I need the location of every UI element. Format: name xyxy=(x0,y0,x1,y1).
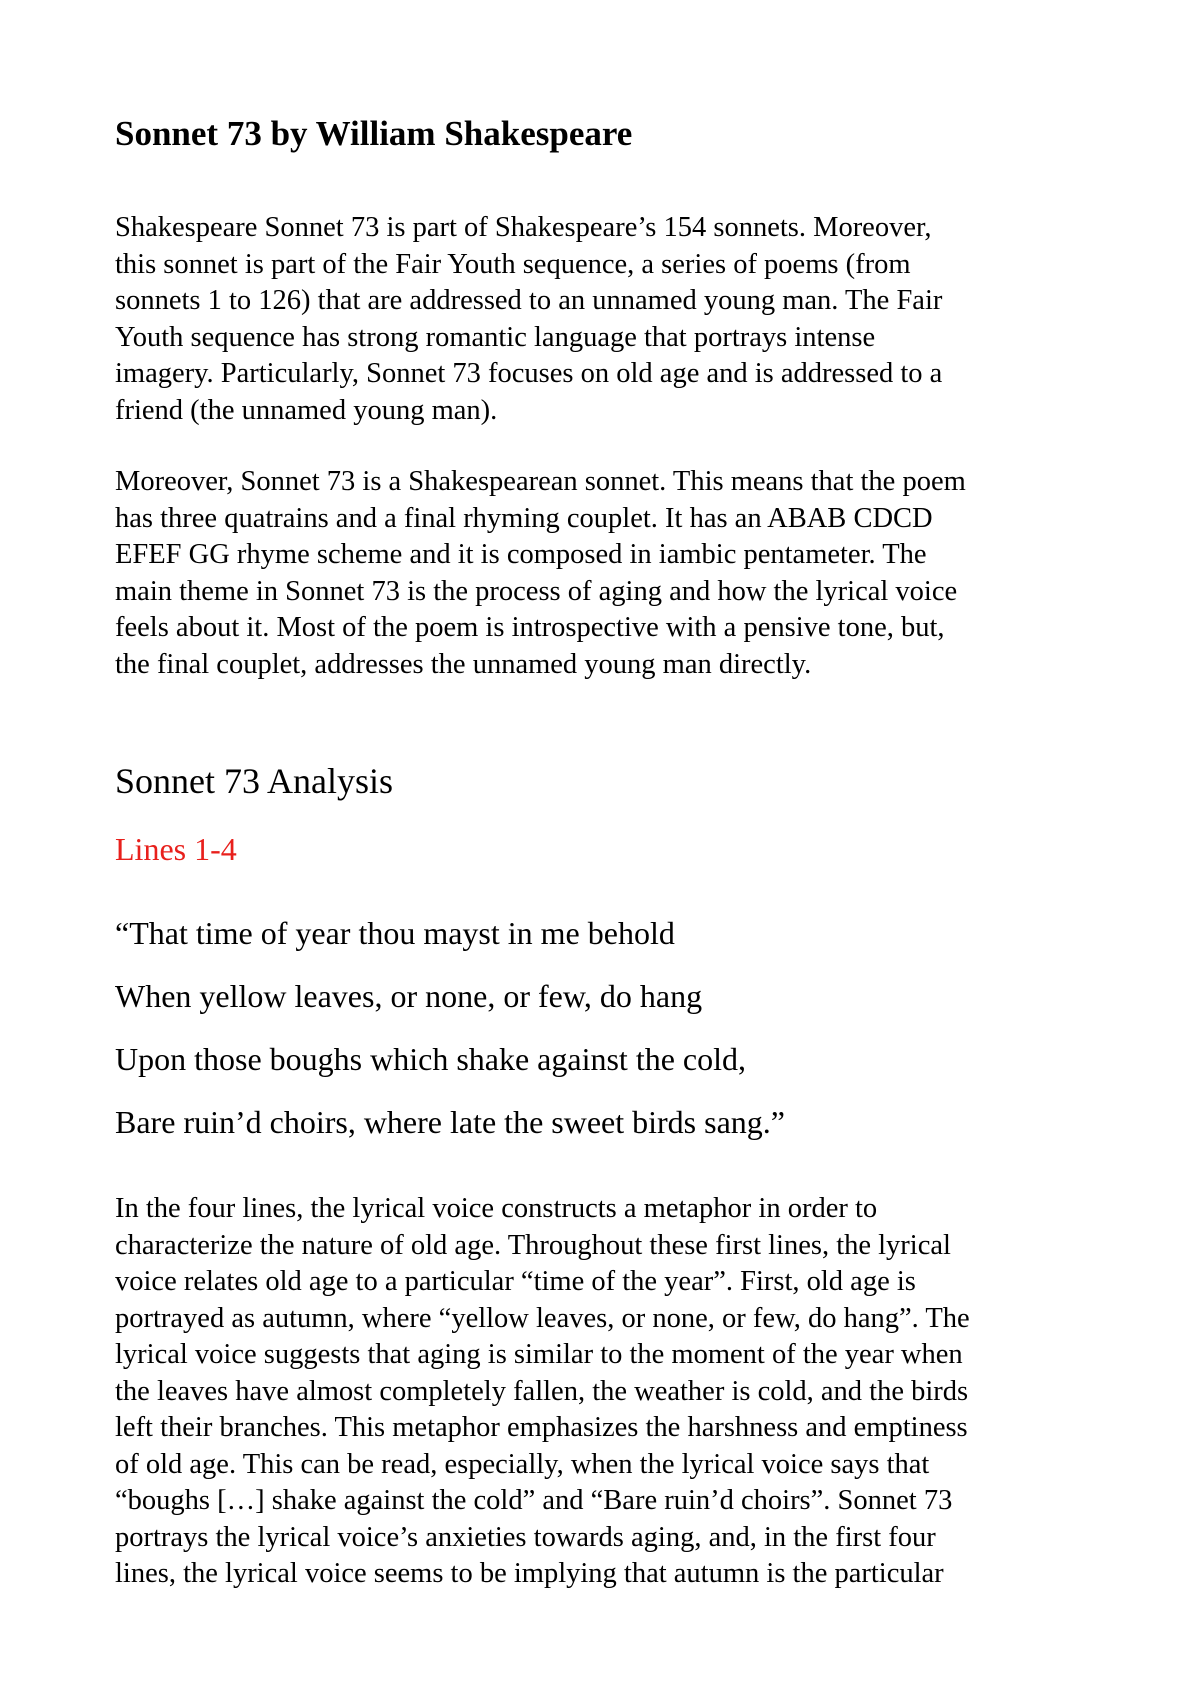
text-line: left their branches. This metaphor emphasizes the harshness and emptiness xyxy=(115,1412,968,1443)
text-line: sonnets 1 to 126) that are addressed to an unnamed young man. The Fair xyxy=(115,285,943,316)
intro-paragraph-1 xyxy=(115,210,942,429)
text-line: Youth sequence has strong romantic language that portrays intense xyxy=(115,321,876,353)
text-line: portrayed as autumn, where “yellow leaves, or none, or few, do hang”. The xyxy=(115,1302,970,1334)
text-line: this sonnet is part of the Fair Youth sequence, a series of poems (from xyxy=(115,248,911,280)
quoted-line-3: Upon those boughs which shake against the cold, xyxy=(115,1041,746,1077)
quoted-line-1: “That time of year thou mayst in me behold xyxy=(115,915,675,951)
quoted-line-4: Bare ruin’d choirs, where late the sweet birds sang.” xyxy=(115,1104,785,1140)
intro-paragraph-2 xyxy=(115,464,966,683)
lines-heading: Lines 1-4 xyxy=(115,831,237,867)
quoted-line-2: When yellow leaves, or none, or few, do hang xyxy=(115,978,703,1014)
text-line: “boughs […] shake against the cold” and “Bare ruin’d choirs”. Sonnet 73 xyxy=(115,1485,953,1516)
text-line: imagery. Particularly, Sonnet 73 focuses on old age and is addressed to a xyxy=(115,358,943,389)
section-heading: Sonnet 73 Analysis xyxy=(115,761,394,801)
text-line: EFEF GG rhyme scheme and it is composed in iambic pentameter. The xyxy=(115,539,927,570)
text-line: the final couplet, addresses the unnamed young man directly. xyxy=(115,648,812,680)
analysis-paragraph xyxy=(115,1191,970,1593)
text-line: main theme in Sonnet 73 is the process of aging and how the lyrical voice xyxy=(115,575,958,607)
text-line: of old age. This can be read, especially, when the lyrical voice says that xyxy=(115,1448,930,1480)
text-line: lines, the lyrical voice seems to be implying that autumn is the particular xyxy=(115,1558,944,1589)
text-line: characterize the nature of old age. Throughout these first lines, the lyrical xyxy=(115,1229,951,1261)
text-line: friend (the unnamed young man). xyxy=(115,394,498,426)
text-line: feels about it. Most of the poem is introspective with a pensive tone, but, xyxy=(115,612,945,643)
text-line: Shakespeare Sonnet 73 is part of Shakespeare’s 154 sonnets. Moreover, xyxy=(115,212,932,243)
text-line: Moreover, Sonnet 73 is a Shakespearean sonnet. This means that the poem xyxy=(115,466,966,497)
text-line: lyrical voice suggests that aging is similar to the moment of the year when xyxy=(115,1339,963,1370)
text-line: has three quatrains and a final rhyming couplet. It has an ABAB CDCD xyxy=(115,502,933,534)
text-line: portrays the lyrical voice’s anxieties towards aging, and, in the first four xyxy=(115,1521,936,1553)
text-line: the leaves have almost completely fallen, the weather is cold, and the birds xyxy=(115,1375,969,1407)
text-line: voice relates old age to a particular “time of the year”. First, old age is xyxy=(115,1266,916,1297)
text-line: In the four lines, the lyrical voice constructs a metaphor in order to xyxy=(115,1193,878,1224)
document-title: Sonnet 73 by William Shakespeare xyxy=(115,114,633,153)
